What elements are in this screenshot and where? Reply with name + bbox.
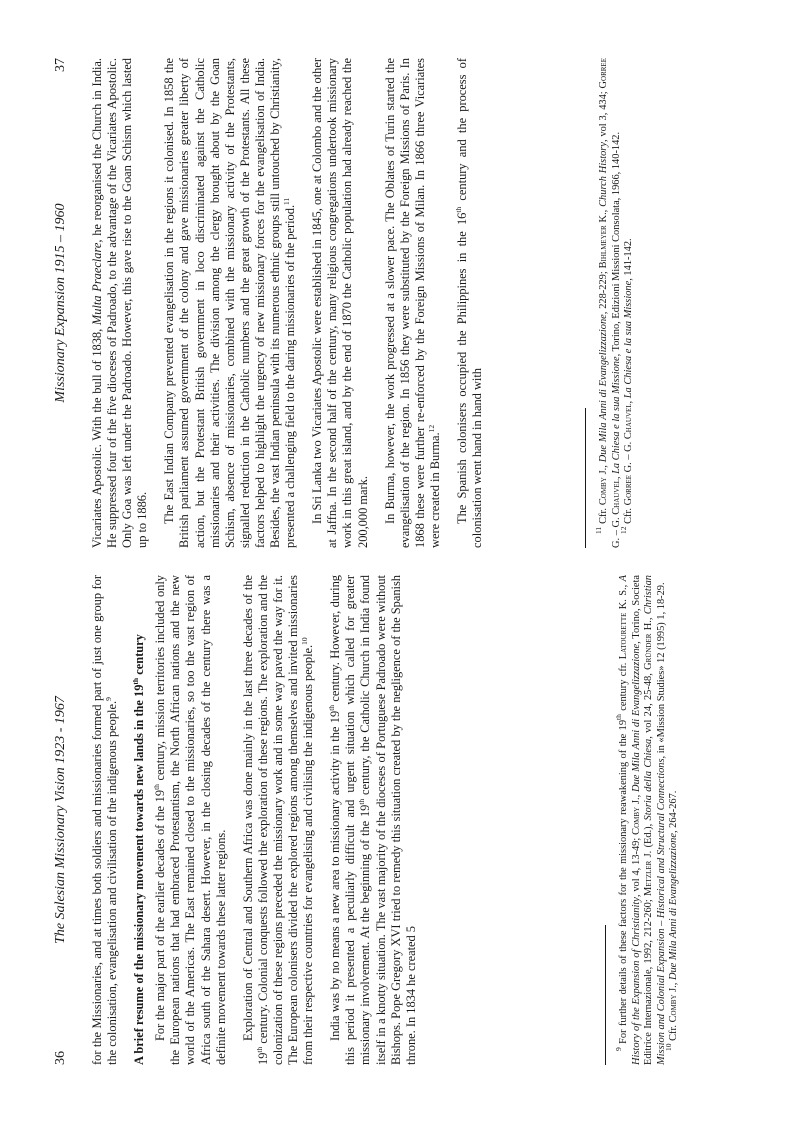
footnote: $^{10}$ Cfr. Comby J., Due Mila Anni di Evangelizzazione, 264-267. [664,790,680,1051]
page-number: 36 [53,1051,68,1065]
footnote: $^{12}$ Cfr. Gorree G. – G. Chauvel, La Chiesa e la sua Missione, 141-142. [619,238,635,534]
running-title: Missionary Expansion 1915 – 1960 [53,203,68,403]
right-page [0,58,793,548]
page-number: 37 [53,58,68,72]
running-title: The Salesian Missionary Vision 1923 - 1967 [53,696,68,944]
left-body-text [90,575,419,1065]
footnote: $^{11}$ Cfr. Comby J., Due Mila Anni di Evangelizzazione, 228-229; Bihlmeyer K., Church History, vol 3, 434; Gorree G. – G. Chauvel, La Chiesa e la sua Missione, Torino, Edizioni Missioni Consolata, 1966, 140-142. [594,58,622,548]
footnote: $^9$ For further details of these factors for the missionary reawakening of the 19th century cfr. Latourette K. S., A History of the Expansion of Christianity, vol 4, 13-49; Comby J., Due Mila Anni di Evangelizzazione, Torino, Societa Editrice Internazionale, 1992, 212-260; Metzler J. (Ed.), Storia della Chiesa, vol 24, 25-48, Gründer H., Christian Mission and Colonial Expansion – Historical and Structural Connections, in «Mission Studies» 12 (1995) 1, 18-29. [614,575,667,1065]
right-body-text [90,58,485,548]
paragraph: The East Indian Company prevented evangelisation in the regions it colonised. In 1858 the British parliament assumed government of the colony and gave missionaries greater liberty of action, but the Protestant British government in loco discriminated against the Catholic missionaries and their activities. The division among the clergy brought about by the Goan Schism, absence of missionaries, combined with the missionary activity of the Protestants, signalled reduction in the Catholic numbers and the great growth of the Protestants. All these factors helped to highlight the urgency of new missionary forces for the evangelisation of India. Besides, the vast Indian peninsula with its numerous ethnic groups still untouched by Christianity, presented a challenging field to the daring missionaries of the period.$^{11}$ [162,58,298,548]
paragraph: In Sri Lanka two Vicariates Apostolic were established in 1845, one at Colombo and the other at Jaffna. In the second half of the century, many religious congregations undertook missionary work in this great island, and by the end of 1870 the Catholic population had already reached the 200,000 mark. [310,58,370,548]
footnote-ref: 9 [104,697,114,701]
footnote-ref: 10 [300,637,310,645]
running-head-left [53,575,75,1065]
paragraph: For the major part of the earlier decades of the 19th century, mission territories included only the European nations that had embraced Protestantism, the North African nations and the new world of the Americas. The East remained closed to the missionaries, so too the vast region of Africa south of the Sahara desert. However, in the closing decades of the century there was a definite movement towards these latter regions. [152,575,228,1065]
footnote-ref: 12 [426,424,436,433]
section-heading: A brief resume of the missionary movement towards new lands in the 19th century [131,634,147,1065]
paragraph: In Burma, however, the work progressed at a slower pace. The Oblates of Turin started the evangelisation of the region. In 1856 they were substituted by the Foreign Missions of Paris. In 1868 these were further re-enforced by the Foreign Missions of Milan. In 1866 three Vicariates were created in Burma.$^{12}$ [382,58,442,548]
paragraph: The Spanish colonisers occupied the Philippines in the 16th century and the process of colonisation went hand in hand with [453,58,485,548]
paragraph: for the Missionaries, and at times both soldiers and missionaries formed part of just one group for the colonisation, evangelisation and civilisation of the indigenous people.$^9$ [90,575,120,1065]
paragraph: Vicariates Apostolic. With the bull of 1838, Multa Praeclare, he reorganised the Church in India. He suppressed four of the five dioceses of Padroado, to the advantage of the Vicariates Apostolic. Only Goa was left under the Padroado. However, this gave rise to the Goan Schism which lasted up to 1886. [90,58,150,548]
footnote-ref: 11 [282,197,292,205]
paragraph: India was by no means a new area to missionary activity in the 19th century. However, during this period it presented a peculiarly difficult and urgent situation which called for greater missionary involvement. At the beginning of the 19th century, the Catholic Church in India found itself in a knotty situation. The vast majority of the dioceses of Portuguese Padroado were without Bishops. Pope Gregory XVI tried to remedy this situation created by the negligence of the Spanish throne. In 1834 he created 5 [327,575,418,1065]
footnotes-right [585,58,636,548]
footnotes-left [605,575,681,1065]
left-page [0,575,793,1065]
paragraph: Exploration of Central and Southern Africa was done mainly in the last three decades of the 19th century. Colonial conquests followed the exploration of these regions. The exploration and the colonization of these regions preceded the missionary work and in some way paved the way for it. The European colonisers divided the explored regions among themselves and invited missionaries from their respective countries for evangelising and civilising the indigenous people.$^{10}$ [240,575,316,1065]
footnote-rule [585,408,586,548]
footnote-rule [605,925,606,1065]
running-head-right [53,58,75,548]
